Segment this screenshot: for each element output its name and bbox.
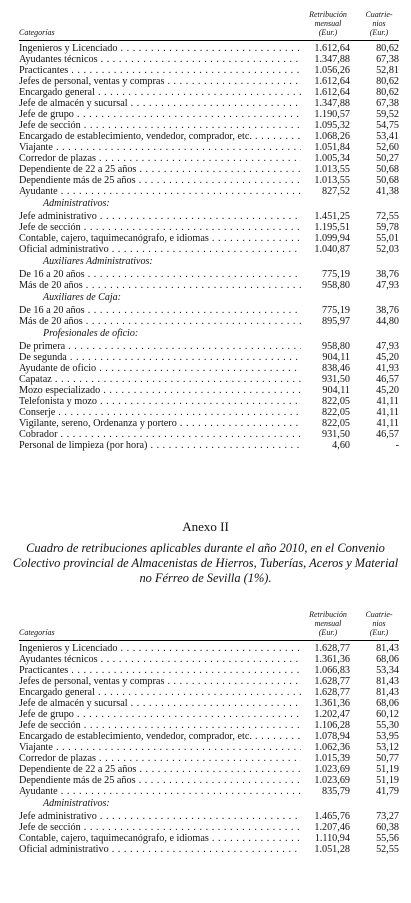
monthly-pay-value: 1.612,64 — [304, 87, 350, 98]
table-row — [0, 54, 411, 65]
cuatrienio-value: 52,60 — [376, 142, 399, 153]
category-label: De primera . . . — [19, 341, 301, 352]
table-row — [0, 305, 411, 316]
cuatrienio-value: 68,06 — [376, 654, 399, 665]
category-label: Personal de limpieza (por hora) . . . — [19, 440, 301, 451]
table-row — [0, 109, 411, 120]
cuatrienio-value: 41,38 — [376, 186, 399, 197]
table-row — [0, 396, 411, 407]
category-label: Oficial administrativo . . . — [19, 244, 301, 255]
cuatrienio-value: 80,62 — [376, 43, 399, 54]
monthly-pay-value: 1.347,88 — [304, 98, 350, 109]
cuatrienio-value: 53,12 — [376, 742, 399, 753]
section-main — [0, 43, 411, 197]
section-caja — [0, 305, 411, 327]
monthly-pay-value: 1.023,69 — [304, 764, 350, 775]
monthly-pay-value: 1.451,25 — [304, 211, 350, 222]
monthly-pay-value: 1.110,94 — [304, 833, 350, 844]
table-row — [0, 175, 411, 186]
table-row — [0, 65, 411, 76]
category-label: Encargado general . . . — [19, 87, 301, 98]
cuatrienio-value: 55,01 — [376, 233, 399, 244]
monthly-pay-value: 1.051,28 — [304, 844, 350, 855]
cuatrienio-value: 72,55 — [376, 211, 399, 222]
category-label: Oficial administrativo . . . — [19, 844, 301, 855]
subheading-caja: Auxiliares de Caja: — [43, 292, 121, 303]
category-label: Jefe de sección . . . — [19, 120, 301, 131]
monthly-pay-value: 1.190,57 — [304, 109, 350, 120]
table-row — [0, 233, 411, 244]
table-row — [0, 665, 411, 676]
cuatrienio-value: 55,30 — [376, 720, 399, 731]
cuatrienio-value: 68,06 — [376, 698, 399, 709]
monthly-pay-value: 1.062,36 — [304, 742, 350, 753]
category-label: Encargado general . . . — [19, 687, 301, 698]
table-row — [0, 709, 411, 720]
table-row — [0, 244, 411, 255]
subheading-administrativos: Administrativos: — [43, 798, 110, 809]
cuatrienio-value: 81,43 — [376, 676, 399, 687]
category-label: Jefes de personal, ventas y compras . . . — [19, 676, 301, 687]
monthly-pay-value: 1.465,76 — [304, 811, 350, 822]
table-row — [0, 775, 411, 786]
cuatrienio-value: 73,27 — [376, 811, 399, 822]
table-row — [0, 753, 411, 764]
monthly-pay-value: 4,60 — [304, 440, 350, 451]
category-label: Vigilante, sereno, Ordenanza y portero . . . — [19, 418, 301, 429]
category-label: Contable, cajero, taquimecanógrafo, e idiomas . . . — [19, 833, 301, 844]
category-label: De 16 a 20 años . . . — [19, 305, 301, 316]
cuatrienio-value: 41,93 — [376, 363, 399, 374]
cuatrienio-value: - — [395, 440, 399, 451]
monthly-pay-value: 958,80 — [304, 341, 350, 352]
category-label: Ayudante de oficio . . . — [19, 363, 301, 374]
cuatrienio-value: 46,57 — [376, 374, 399, 385]
monthly-pay-value: 822,05 — [304, 418, 350, 429]
header-cuatrienios: Cuatrie- nios (Eur.) — [365, 10, 393, 37]
category-label: Ayudantes técnicos . . . — [19, 54, 301, 65]
table-row — [0, 418, 411, 429]
table-header — [0, 600, 411, 640]
monthly-pay-value: 1.078,94 — [304, 731, 350, 742]
monthly-pay-value: 1.068,26 — [304, 131, 350, 142]
monthly-pay-value: 1.023,69 — [304, 775, 350, 786]
cuatrienio-value: 60,38 — [376, 822, 399, 833]
table-row — [0, 844, 411, 855]
table-row — [0, 280, 411, 291]
monthly-pay-value: 1.612,64 — [304, 76, 350, 87]
cuatrienio-value: 54,75 — [376, 120, 399, 131]
header-retribucion: Retribución mensual (Eur.) — [309, 610, 347, 637]
category-label: Dependiente más de 25 años . . . — [19, 175, 301, 186]
table-row — [0, 742, 411, 753]
cuatrienio-value: 53,41 — [376, 131, 399, 142]
category-label: Más de 20 años . . . — [19, 316, 301, 327]
monthly-pay-value: 822,05 — [304, 396, 350, 407]
monthly-pay-value: 1.106,28 — [304, 720, 350, 731]
table-row — [0, 211, 411, 222]
monthly-pay-value: 1.015,39 — [304, 753, 350, 764]
monthly-pay-value: 904,11 — [304, 385, 350, 396]
header-cuatrienios: Cuatrie- nios (Eur.) — [365, 610, 393, 637]
table-row — [0, 43, 411, 54]
cuatrienio-value: 41,11 — [376, 396, 399, 407]
category-label: De segunda . . . — [19, 352, 301, 363]
monthly-pay-value: 838,46 — [304, 363, 350, 374]
category-label: Jefe de sección . . . — [19, 720, 301, 731]
monthly-pay-value: 1.612,64 — [304, 43, 350, 54]
cuatrienio-value: 50,77 — [376, 753, 399, 764]
cuatrienio-value: 47,93 — [376, 341, 399, 352]
table-row — [0, 374, 411, 385]
section-auxiliares — [0, 269, 411, 291]
header-categorias: Categorías — [19, 628, 55, 637]
monthly-pay-value: 1.202,47 — [304, 709, 350, 720]
table-row — [0, 687, 411, 698]
table-row — [0, 352, 411, 363]
table-row — [0, 164, 411, 175]
section-administrativos — [0, 211, 411, 255]
monthly-pay-value: 1.628,77 — [304, 643, 350, 654]
cuatrienio-value: 67,38 — [376, 54, 399, 65]
cuatrienio-value: 52,03 — [376, 244, 399, 255]
category-label: Dependiente de 22 a 25 años . . . — [19, 764, 301, 775]
subheading-oficio: Profesionales de oficio: — [43, 328, 139, 339]
cuatrienio-value: 50,68 — [376, 175, 399, 186]
table-1 — [0, 0, 411, 451]
cuatrienio-value: 50,68 — [376, 164, 399, 175]
category-label: Encargado de establecimiento, vendedor, comprador, etc. . . . — [19, 731, 301, 742]
table-row — [0, 833, 411, 844]
table-2 — [0, 600, 411, 855]
monthly-pay-value: 1.628,77 — [304, 687, 350, 698]
table-row — [0, 153, 411, 164]
category-label: Dependiente más de 25 años . . . — [19, 775, 301, 786]
monthly-pay-value: 931,50 — [304, 429, 350, 440]
cuatrienio-value: 81,43 — [376, 687, 399, 698]
monthly-pay-value: 931,50 — [304, 374, 350, 385]
cuatrienio-value: 51,19 — [376, 775, 399, 786]
table-row — [0, 98, 411, 109]
monthly-pay-value: 827,52 — [304, 186, 350, 197]
subheading-administrativos: Administrativos: — [43, 198, 110, 209]
monthly-pay-value: 1.195,51 — [304, 222, 350, 233]
category-label: Corredor de plazas . . . — [19, 153, 301, 164]
header-retribucion: Retribución mensual (Eur.) — [309, 10, 347, 37]
cuatrienio-value: 53,95 — [376, 731, 399, 742]
monthly-pay-value: 895,97 — [304, 316, 350, 327]
cuatrienio-value: 51,19 — [376, 764, 399, 775]
category-label: Conserje . . . — [19, 407, 301, 418]
category-label: Practicantes . . . — [19, 65, 301, 76]
category-label: Encargado de establecimiento, vendedor, comprador, etc. . . . — [19, 131, 301, 142]
monthly-pay-value: 1.051,84 — [304, 142, 350, 153]
category-label: Jefe de almacén y sucursal . . . — [19, 698, 301, 709]
monthly-pay-value: 1.628,77 — [304, 676, 350, 687]
monthly-pay-value: 1.361,36 — [304, 654, 350, 665]
table-row — [0, 429, 411, 440]
table-row — [0, 316, 411, 327]
table-row — [0, 698, 411, 709]
monthly-pay-value: 1.013,55 — [304, 175, 350, 186]
category-label: Ingenieros y Licenciado . . . — [19, 643, 301, 654]
category-label: Más de 20 años . . . — [19, 280, 301, 291]
cuatrienio-value: 38,76 — [376, 269, 399, 280]
table-row — [0, 269, 411, 280]
monthly-pay-value: 775,19 — [304, 305, 350, 316]
cuatrienio-value: 50,27 — [376, 153, 399, 164]
monthly-pay-value: 1.095,32 — [304, 120, 350, 131]
section-oficio — [0, 341, 411, 451]
table-row — [0, 440, 411, 451]
table-row — [0, 786, 411, 797]
table-row — [0, 811, 411, 822]
category-label: Ayudante . . . — [19, 186, 301, 197]
cuatrienio-value: 60,12 — [376, 709, 399, 720]
table-row — [0, 407, 411, 418]
table-row — [0, 222, 411, 233]
cuatrienio-value: 80,62 — [376, 87, 399, 98]
category-label: Dependiente de 22 a 25 años . . . — [19, 164, 301, 175]
table-row — [0, 385, 411, 396]
section-administrativos — [0, 811, 411, 855]
table-row — [0, 643, 411, 654]
category-label: Ingenieros y Licenciado . . . — [19, 43, 301, 54]
category-label: Practicantes . . . — [19, 665, 301, 676]
cuatrienio-value: 44,80 — [376, 316, 399, 327]
cuatrienio-value: 47,93 — [376, 280, 399, 291]
table-row — [0, 120, 411, 131]
table-row — [0, 720, 411, 731]
cuatrienio-value: 45,20 — [376, 385, 399, 396]
monthly-pay-value: 1.099,94 — [304, 233, 350, 244]
category-label: Mozo especializado . . . — [19, 385, 301, 396]
monthly-pay-value: 1.361,36 — [304, 698, 350, 709]
cuatrienio-value: 59,52 — [376, 109, 399, 120]
category-label: Jefe de sección . . . — [19, 822, 301, 833]
monthly-pay-value: 1.056,26 — [304, 65, 350, 76]
cuatrienio-value: 59,78 — [376, 222, 399, 233]
monthly-pay-value: 835,79 — [304, 786, 350, 797]
category-label: Cobrador . . . — [19, 429, 301, 440]
monthly-pay-value: 1.207,46 — [304, 822, 350, 833]
table-row — [0, 341, 411, 352]
table-row — [0, 363, 411, 374]
cuatrienio-value: 81,43 — [376, 643, 399, 654]
category-label: Telefonista y mozo . . . — [19, 396, 301, 407]
category-label: Jefe de grupo . . . — [19, 709, 301, 720]
category-label: Jefe de almacén y sucursal . . . — [19, 98, 301, 109]
category-label: Viajante . . . — [19, 142, 301, 153]
table-row — [0, 142, 411, 153]
cuatrienio-value: 38,76 — [376, 305, 399, 316]
cuatrienio-value: 45,20 — [376, 352, 399, 363]
table-header — [0, 0, 411, 40]
category-label: Jefe administrativo . . . — [19, 211, 301, 222]
table-row — [0, 76, 411, 87]
category-label: Contable, cajero, taquimecanógrafo, e idiomas . . . — [19, 233, 301, 244]
table-row — [0, 676, 411, 687]
cuatrienio-value: 52,55 — [376, 844, 399, 855]
category-label: Ayudantes técnicos . . . — [19, 654, 301, 665]
table-row — [0, 764, 411, 775]
header-categorias: Categorías — [19, 28, 55, 37]
category-label: Jefe administrativo . . . — [19, 811, 301, 822]
table-row — [0, 131, 411, 142]
header-rule — [19, 40, 399, 41]
cuatrienio-value: 52,81 — [376, 65, 399, 76]
cuatrienio-value: 55,56 — [376, 833, 399, 844]
cuatrienio-value: 41,11 — [376, 418, 399, 429]
monthly-pay-value: 775,19 — [304, 269, 350, 280]
monthly-pay-value: 958,80 — [304, 280, 350, 291]
monthly-pay-value: 822,05 — [304, 407, 350, 418]
monthly-pay-value: 1.013,55 — [304, 164, 350, 175]
monthly-pay-value: 1.066,83 — [304, 665, 350, 676]
cuatrienio-value: 53,34 — [376, 665, 399, 676]
monthly-pay-value: 1.347,88 — [304, 54, 350, 65]
section-main — [0, 643, 411, 797]
cuatrienio-value: 67,38 — [376, 98, 399, 109]
table-row — [0, 186, 411, 197]
category-label: Jefes de personal, ventas y compras . . . — [19, 76, 301, 87]
anexo-caption: Cuadro de retribuciones aplicables durante el año 2010, en el Convenio Colectivo provincial de Almacenistas de Hierros, Tuberías, Aceros y Material no Férreo de Sevilla (1%). — [12, 541, 399, 585]
category-label: Capataz . . . — [19, 374, 301, 385]
monthly-pay-value: 1.005,34 — [304, 153, 350, 164]
category-label: Ayudante . . . — [19, 786, 301, 797]
cuatrienio-value: 41,79 — [376, 786, 399, 797]
cuatrienio-value: 80,62 — [376, 76, 399, 87]
subheading-auxiliares: Auxiliares Administrativos: — [43, 256, 153, 267]
cuatrienio-value: 46,57 — [376, 429, 399, 440]
category-label: Jefe de sección . . . — [19, 222, 301, 233]
monthly-pay-value: 904,11 — [304, 352, 350, 363]
header-rule — [19, 640, 399, 641]
category-label: De 16 a 20 años . . . — [19, 269, 301, 280]
monthly-pay-value: 1.040,87 — [304, 244, 350, 255]
cuatrienio-value: 41,11 — [376, 407, 399, 418]
table-row — [0, 822, 411, 833]
category-label: Jefe de grupo . . . — [19, 109, 301, 120]
anexo-title: Anexo II — [182, 519, 229, 534]
category-label: Viajante . . . — [19, 742, 301, 753]
table-row — [0, 87, 411, 98]
table-row — [0, 731, 411, 742]
category-label: Corredor de plazas . . . — [19, 753, 301, 764]
table-row — [0, 654, 411, 665]
